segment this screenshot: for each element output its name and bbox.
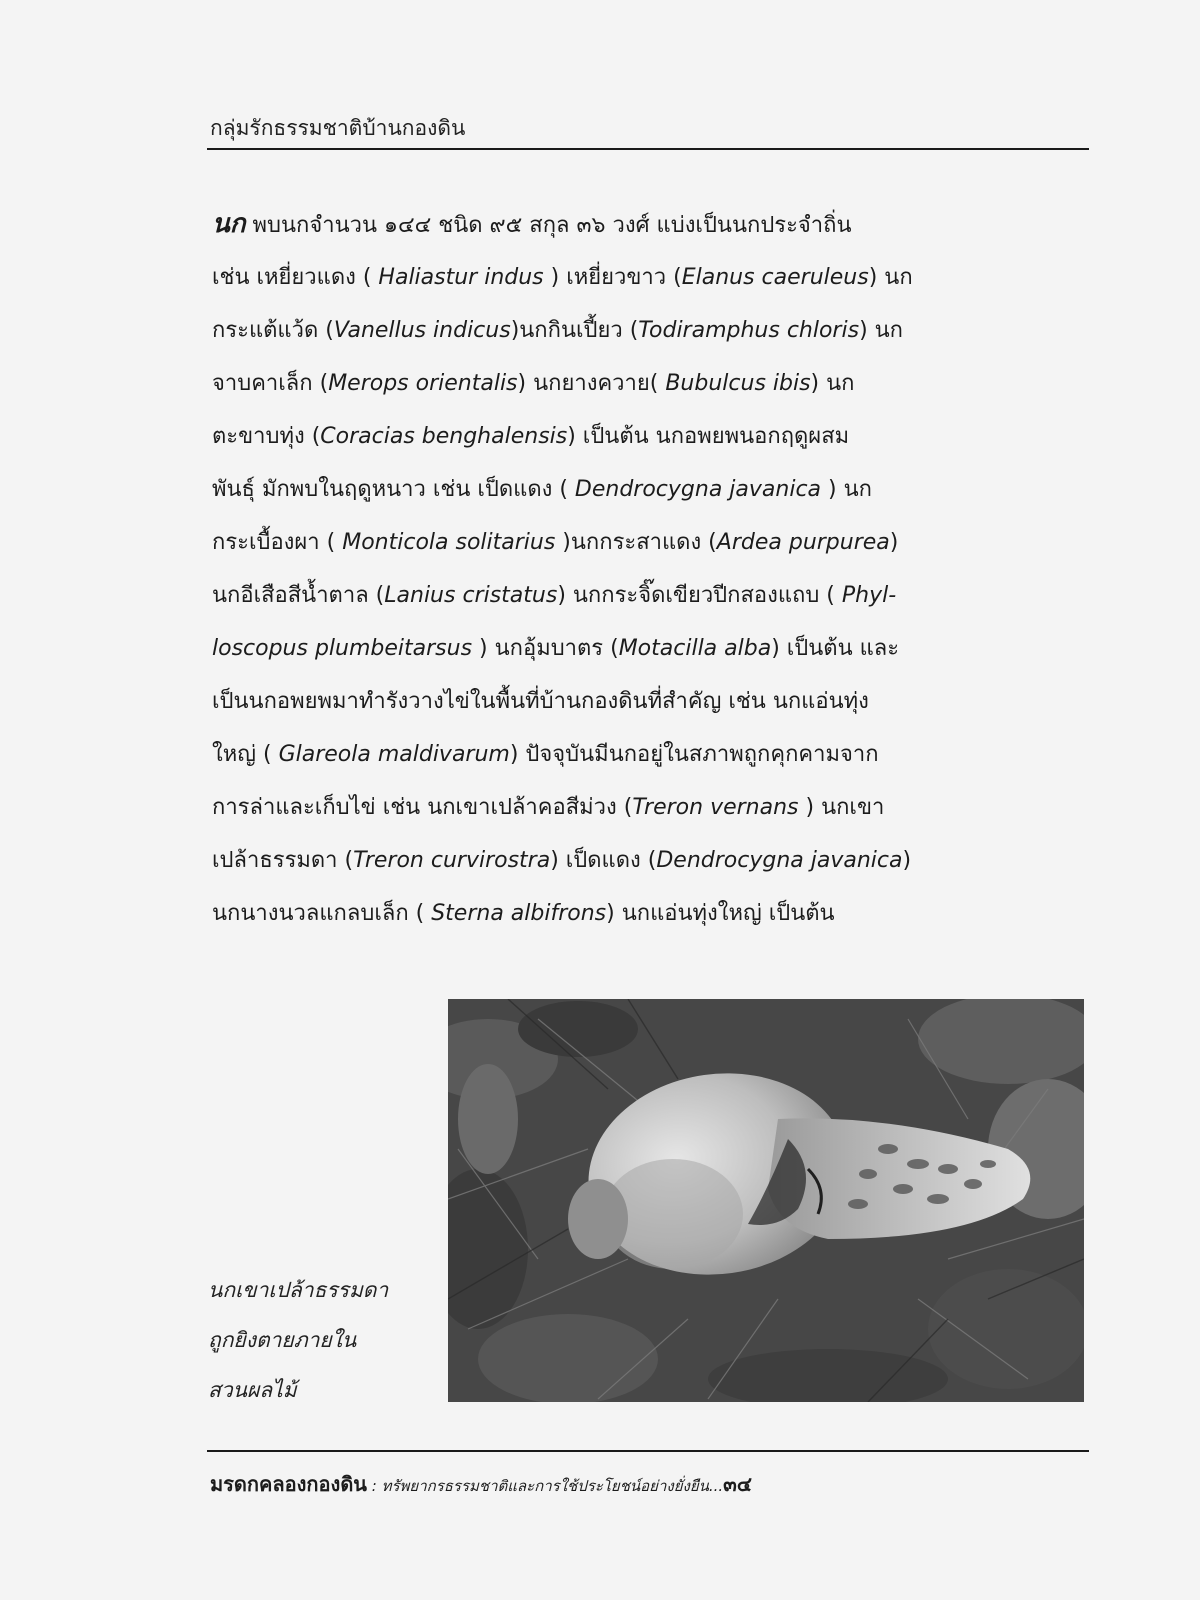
- scientific-name: Merops orientalis: [328, 371, 518, 396]
- text-line: นกนางนวลแกลบเล็ก ( Sterna albifrons) นกแอ่นทุ่งใหญ่ เป็นต้น: [212, 901, 835, 926]
- running-header: กลุ่มรักธรรมชาติบ้านกองดิน: [210, 116, 466, 140]
- text-line: นกอีเสือสีน้ำตาล (Lanius cristatus) นกกระจิ๊ดเขียวปีกสองแถบ ( Phyl-: [212, 583, 897, 608]
- text-line: พันธุ์ มักพบในฤดูหนาว เช่น เป็ดแดง ( Dendrocygna javanica ) นก: [212, 477, 872, 502]
- text-line: การล่าและเก็บไข่ เช่น นกเขาเปล้าคอสีม่วง (Treron vernans ) นกเขา: [212, 795, 885, 820]
- text-line: เช่น เหยี่ยวแดง ( Haliastur indus ) เหยี่ยวขาว (Elanus caeruleus) นก: [212, 265, 913, 290]
- scientific-name: Glareola maldivarum: [278, 742, 510, 767]
- footer-book-title: มรดกคลองกองดิน: [210, 1472, 367, 1496]
- scientific-name: Todiramphus chloris: [638, 318, 860, 343]
- footer-rule: [207, 1450, 1089, 1452]
- scientific-name: Vanellus indicus: [333, 318, 511, 343]
- scientific-name: Treron vernans: [632, 795, 799, 820]
- caption-line: นกเขาเปล้าธรรมดา: [208, 1278, 389, 1302]
- caption-line: ถูกยิงตายภายใน: [208, 1328, 357, 1352]
- caption-line: สวนผลไม้: [208, 1378, 297, 1402]
- text-line: จาบคาเล็ก (Merops orientalis) นกยางควาย( Bubulcus ibis) นก: [212, 371, 855, 396]
- text-line: เป็นนกอพยพมาทำรังวางไข่ในพื้นที่บ้านกองดินที่สำคัญ เช่น นกแอ่นทุ่ง: [212, 689, 869, 714]
- text-line: กระแต้แว้ด (Vanellus indicus)นกกินเปี้ยว (Todiramphus chloris) นก: [212, 318, 903, 343]
- scientific-name: Elanus caeruleus: [681, 265, 869, 290]
- text-line: เปล้าธรรมดา (Treron curvirostra) เป็ดแดง (Dendrocygna javanica): [212, 848, 912, 873]
- footer-subtitle: : ทรัพยากรธรรมชาติและการใช้ประโยชน์อย่างยั่งยืน...: [366, 1477, 724, 1495]
- body-paragraph: [212, 198, 1078, 940]
- bird-photo: [448, 999, 1084, 1402]
- text-line: loscopus plumbeitarsus ) นกอุ้มบาตร (Motacilla alba) เป็นต้น และ: [212, 636, 900, 661]
- scientific-name: Dendrocygna javanica: [656, 848, 903, 873]
- page-number: ๓๔: [723, 1472, 752, 1496]
- lead-word: นก: [212, 209, 246, 239]
- scientific-name: Monticola solitarius: [342, 530, 556, 555]
- text-line: กระเบื้องผา ( Monticola solitarius )นกกระสาแดง (Ardea purpurea): [212, 530, 899, 555]
- scientific-name: Haliastur indus: [378, 265, 544, 290]
- scientific-name: Lanius cristatus: [384, 583, 558, 608]
- scientific-name: Phyl-: [841, 583, 897, 608]
- scientific-name: Sterna albifrons: [431, 901, 607, 926]
- scientific-name: loscopus plumbeitarsus: [212, 636, 473, 661]
- dead-pigeon-illustration: [448, 999, 1084, 1402]
- text-line: นก พบนกจำนวน ๑๔๔ ชนิด ๙๕ สกุล ๓๖ วงศ์ แบ่งเป็นนกประจำถิ่น: [212, 209, 852, 239]
- header-rule: [207, 148, 1089, 150]
- scientific-name: Bubulcus ibis: [665, 371, 811, 396]
- scientific-name: Treron curvirostra: [353, 848, 551, 873]
- photo-caption: [208, 1265, 428, 1415]
- scientific-name: Coracias benghalensis: [320, 424, 568, 449]
- scientific-name: Ardea purpurea: [716, 530, 890, 555]
- text-line: ตะขาบทุ่ง (Coracias benghalensis) เป็นต้น นกอพยพนอกฤดูผสม: [212, 424, 850, 449]
- scientific-name: Dendrocygna javanica: [574, 477, 822, 502]
- running-footer: [210, 1468, 752, 1500]
- text-line: ใหญ่ ( Glareola maldivarum) ปัจจุบันมีนกอยู่ในสภาพถูกคุกคามจาก: [212, 742, 879, 767]
- scientific-name: Motacilla alba: [618, 636, 772, 661]
